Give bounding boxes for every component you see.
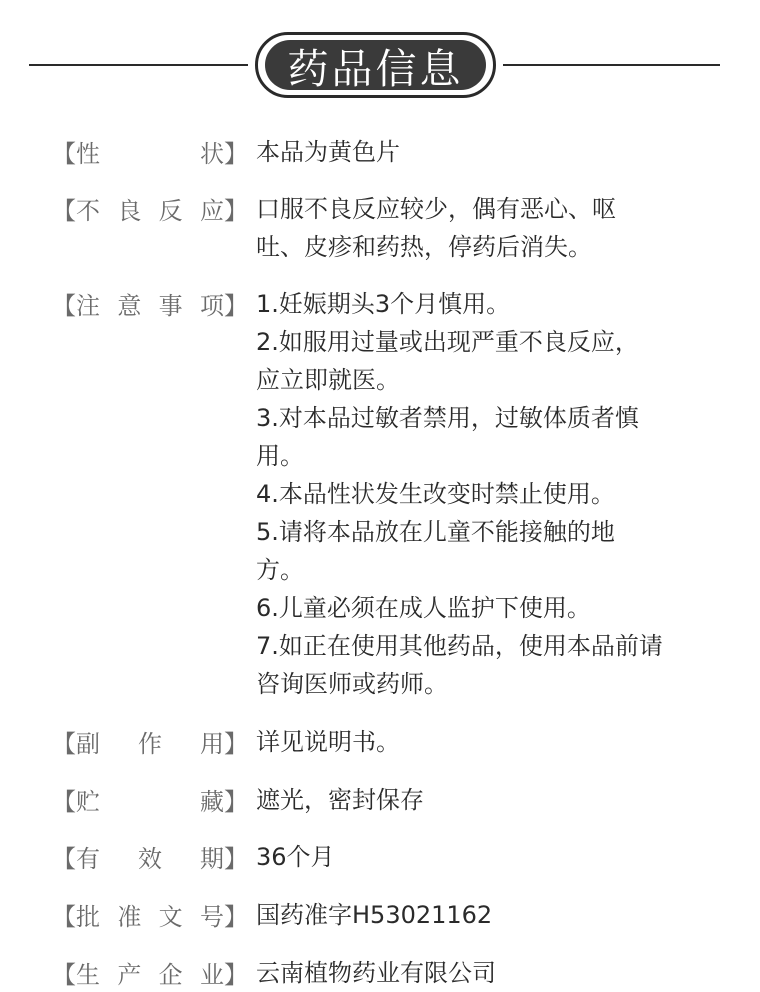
info-label-char: 准 bbox=[117, 902, 142, 931]
info-label-char: 作 bbox=[138, 729, 162, 758]
info-label-char: 良 bbox=[117, 196, 142, 225]
info-label-char: 文 bbox=[158, 902, 183, 931]
info-value: 国药准字H53021162 bbox=[256, 901, 493, 929]
info-label-char: 【注 bbox=[52, 291, 100, 320]
info-label bbox=[52, 781, 248, 817]
title-badge bbox=[255, 32, 496, 98]
info-label bbox=[52, 896, 248, 932]
info-label bbox=[52, 723, 248, 759]
info-value: 口服不良反应较少，偶有恶心、呕 吐、皮疹和药热，停药后消失。 bbox=[256, 195, 616, 261]
info-label bbox=[52, 954, 248, 990]
info-label-char: 期】 bbox=[200, 844, 248, 873]
info-label-char: 反 bbox=[158, 196, 183, 225]
info-label-char: 产 bbox=[117, 960, 142, 989]
info-label-char: 【有 bbox=[52, 844, 100, 873]
info-label-char: 【批 bbox=[52, 902, 100, 931]
info-label-char: 用】 bbox=[200, 729, 248, 758]
info-label-char: 效 bbox=[138, 844, 162, 873]
info-value: 本品为黄色片 bbox=[256, 138, 400, 166]
info-label-char: 应】 bbox=[199, 196, 248, 225]
info-label-char: 【性 bbox=[52, 139, 100, 168]
info-label bbox=[52, 838, 248, 874]
info-value: 1.妊娠期头3个月慎用。 2.如服用过量或出现严重不良反应， 应立即就医。 3.对本品过敏者禁用，过敏体质者慎 用。 4.本品性状发生改变时禁止使用。 5.请将本品放在儿童不能接触的地 方。 6.儿童必须在成人监护下使用。 7.如正在使用其他药品，使用本品前请 咨询医师或药师。 bbox=[256, 290, 663, 698]
info-value: 云南植物药业有限公司 bbox=[256, 959, 496, 987]
info-label-char: 事 bbox=[158, 291, 183, 320]
info-value: 遮光，密封保存 bbox=[256, 786, 424, 814]
info-label bbox=[52, 133, 248, 169]
page-title: 药品信息 bbox=[265, 40, 486, 90]
info-value: 详见说明书。 bbox=[256, 728, 400, 756]
info-label-char: 状】 bbox=[200, 139, 248, 168]
title-divider-left bbox=[29, 64, 248, 66]
info-label-char: 藏】 bbox=[200, 787, 248, 816]
info-label bbox=[52, 285, 248, 321]
info-label-char: 【副 bbox=[52, 729, 100, 758]
info-value: 36个月 bbox=[256, 843, 335, 871]
info-label-char: 项】 bbox=[199, 291, 248, 320]
info-label-char: 企 bbox=[158, 960, 183, 989]
title-divider-right bbox=[503, 64, 720, 66]
title-banner bbox=[0, 28, 760, 102]
info-label-char: 号】 bbox=[199, 902, 248, 931]
info-label-char: 业】 bbox=[199, 960, 248, 989]
info-label-char: 【不 bbox=[52, 196, 100, 225]
info-label-char: 意 bbox=[117, 291, 142, 320]
info-label-char: 【贮 bbox=[52, 787, 100, 816]
info-label bbox=[52, 190, 248, 226]
info-label-char: 【生 bbox=[52, 960, 100, 989]
